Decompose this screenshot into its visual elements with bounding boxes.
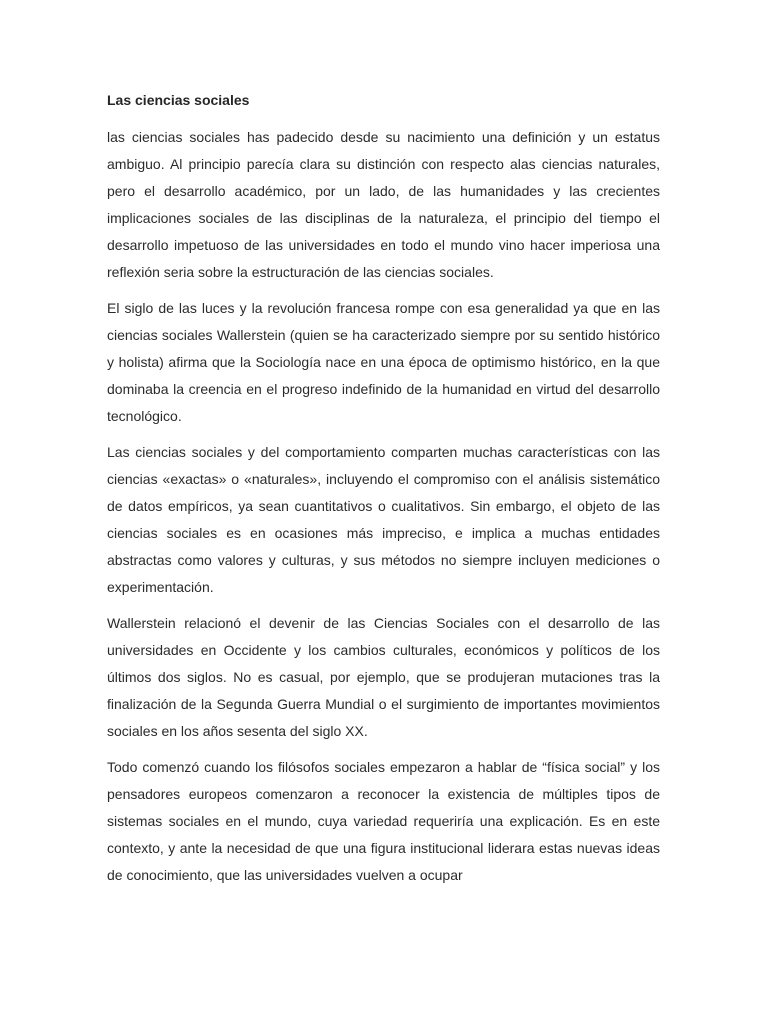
document-title: Las ciencias sociales [107,92,250,108]
document-page [107,90,660,889]
paragraph-3: Las ciencias sociales y del comportamiento comparten muchas características con las ciencias «exactas» o «naturales», incluyendo el compromiso con el análisis sistemático de datos empíricos, ya sean cuantitativos o cualitativos. Sin embargo, el objeto de las ciencias sociales es en ocasiones más impreciso, e implica a muchas entidades abstractas como valores y culturas, y sus métodos no siempre incluyen mediciones o experimentación. [107,444,660,595]
paragraph-5: Todo comenzó cuando los filósofos sociales empezaron a hablar de “física social” y los pensadores europeos comenzaron a reconocer la existencia de múltiples tipos de sistemas sociales en el mundo, cuya variedad requeriría una explicación. Es en este contexto, y ante la necesidad de que una figura institucional liderara estas nuevas ideas de conocimiento, que las universidades vuelven a ocupar [107,759,660,883]
paragraph-1: las ciencias sociales has padecido desde su nacimiento una definición y un estatus ambiguo. Al principio parecía clara su distinción con respecto alas ciencias naturales, pero el desarrollo académico, por un lado, de las humanidades y las crecientes implicaciones sociales de las disciplinas de la naturaleza, el principio del tiempo el desarrollo impetuoso de las universidades en todo el mundo vino hacer imperiosa una reflexión seria sobre la estructuración de las ciencias sociales. [107,129,660,280]
paragraph-2: El siglo de las luces y la revolución francesa rompe con esa generalidad ya que en las ciencias sociales Wallerstein (quien se ha caracterizado siempre por su sentido histórico y holista) afirma que la Sociología nace en una época de optimismo histórico, en la que dominaba la creencia en el progreso indefinido de la humanidad en virtud del desarrollo tecnológico. [107,300,660,424]
paragraph-4: Wallerstein relacionó el devenir de las Ciencias Sociales con el desarrollo de las universidades en Occidente y los cambios culturales, económicos y políticos de los últimos dos siglos. No es casual, por ejemplo, que se produjeran mutaciones tras la finalización de la Segunda Guerra Mundial o el surgimiento de importantes movimientos sociales en los años sesenta del siglo XX. [107,615,660,739]
